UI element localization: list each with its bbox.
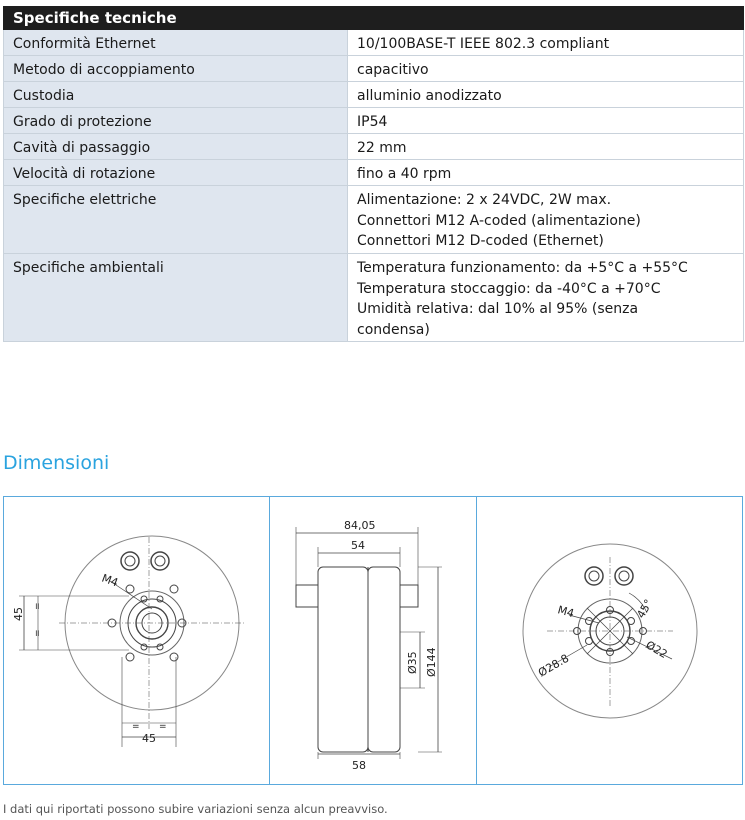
spec-value-line: Temperatura funzionamento: da +5°C a +55°C bbox=[357, 260, 688, 276]
specs-table bbox=[3, 6, 744, 342]
spec-label: Specifiche ambientali bbox=[3, 254, 348, 341]
spec-row bbox=[3, 134, 744, 160]
spec-value-line: Connettori M12 D-coded (Ethernet) bbox=[357, 233, 604, 249]
spec-value bbox=[348, 254, 744, 341]
spec-value-line: Umidità relativa: dal 10% al 95% (senza bbox=[357, 301, 639, 317]
spec-label: Velocità di rotazione bbox=[3, 160, 348, 185]
back-bore-label: Ø22 bbox=[643, 638, 670, 661]
spec-row bbox=[3, 30, 744, 56]
spec-row bbox=[3, 82, 744, 108]
spec-value bbox=[348, 108, 744, 133]
spec-row bbox=[3, 108, 744, 134]
dimension-drawings bbox=[3, 496, 743, 785]
spec-value bbox=[348, 134, 744, 159]
spec-value-line: alluminio anodizzato bbox=[357, 88, 502, 104]
spec-value-line: IP54 bbox=[357, 114, 388, 130]
front-equal-2: = bbox=[33, 629, 43, 637]
spec-label: Metodo di accoppiamento bbox=[3, 56, 348, 81]
spec-value-line: condensa) bbox=[357, 321, 430, 338]
spec-value-line: Connettori M12 A-coded (alimentazione) bbox=[357, 212, 641, 229]
dimensions-title: Dimensioni bbox=[3, 452, 110, 474]
spec-row bbox=[3, 160, 744, 186]
front-view-drawing bbox=[4, 497, 270, 784]
spec-value bbox=[348, 186, 744, 253]
spec-value-line: Alimentazione: 2 x 24VDC, 2W max. bbox=[357, 192, 612, 208]
side-bore-label: Ø35 bbox=[406, 651, 419, 674]
spec-value bbox=[348, 56, 744, 81]
side-view-drawing bbox=[270, 497, 477, 784]
front-width-label: 45 bbox=[142, 732, 156, 745]
spec-value-line: 22 mm bbox=[357, 140, 407, 156]
spec-value-line: fino a 40 rpm bbox=[357, 166, 452, 182]
spec-label: Specifiche elettriche bbox=[3, 186, 348, 253]
back-angle-label: 45° bbox=[634, 597, 656, 621]
back-view-drawing bbox=[477, 497, 742, 784]
spec-value-line: Temperatura stoccaggio: da -40°C a +70°C bbox=[357, 280, 661, 297]
front-equal-3: = bbox=[132, 722, 140, 732]
spec-value-line: 10/100BASE-T IEEE 802.3 compliant bbox=[357, 36, 610, 52]
spec-value-line: capacitivo bbox=[357, 62, 429, 78]
front-equal-1: = bbox=[33, 602, 43, 610]
side-overall-label: 84,05 bbox=[344, 519, 376, 532]
spec-row bbox=[3, 254, 744, 342]
back-thread-label: M4 bbox=[556, 603, 576, 621]
spec-label: Cavità di passaggio bbox=[3, 134, 348, 159]
side-body-label: 54 bbox=[351, 539, 365, 552]
spec-label: Custodia bbox=[3, 82, 348, 107]
spec-label: Grado di protezione bbox=[3, 108, 348, 133]
front-equal-4: = bbox=[159, 722, 167, 732]
spec-label: Conformità Ethernet bbox=[3, 30, 348, 55]
spec-row bbox=[3, 186, 744, 254]
side-outer-label: Ø144 bbox=[425, 647, 438, 677]
back-pcd-label: Ø28.8 bbox=[536, 651, 572, 680]
specs-title: Specifiche tecniche bbox=[3, 6, 744, 30]
footnote: I dati qui riportati possono subire variazioni senza alcun preavviso. bbox=[3, 802, 388, 816]
front-thread-label: M4 bbox=[99, 571, 120, 590]
spec-value bbox=[348, 30, 744, 55]
front-height-label: 45 bbox=[12, 607, 25, 621]
spec-rows bbox=[3, 30, 744, 342]
spec-row bbox=[3, 56, 744, 82]
spec-value bbox=[348, 160, 744, 185]
spec-value bbox=[348, 82, 744, 107]
side-base-label: 58 bbox=[352, 759, 366, 772]
